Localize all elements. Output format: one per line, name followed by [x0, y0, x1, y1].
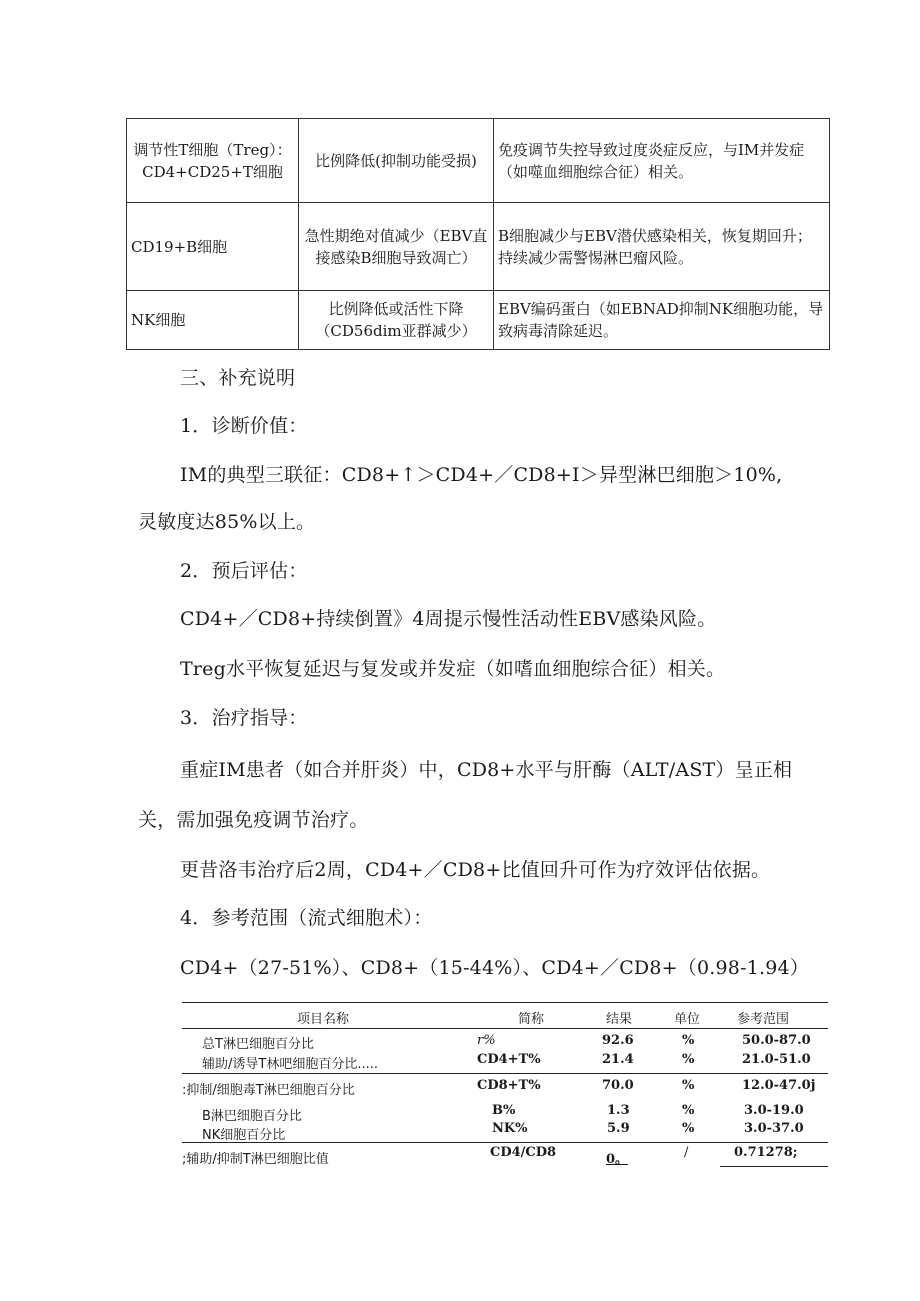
reference-heading: 4．参考范围（流式细胞术）：: [180, 907, 433, 929]
row-name: B淋巴细胞百分比: [202, 1109, 302, 1124]
row-unit: %: [682, 1033, 695, 1048]
treatment-text-2: 更昔洛韦治疗后2周，CD4+／CD8+比值回升可作为疗效评估依据。: [180, 859, 771, 881]
row-range: 3.0-19.0: [744, 1103, 804, 1118]
row-range: 0.71278;: [734, 1145, 798, 1160]
cell-significance: 免疫调节失控导致过度炎症反应，与IM并发症（如噬血细胞综合征）相关。: [494, 119, 830, 203]
row-unit: %: [682, 1103, 695, 1118]
prognosis-text-1: CD4+／CD8+持续倒置》4周提示慢性活动性EBV感染风险。: [180, 608, 717, 630]
row-abbr: CD4+T%: [477, 1052, 541, 1067]
lab-result-table: [182, 1002, 828, 1167]
reference-text: CD4+（27-51%）、CD8+（15-44%）、CD4+／CD8+（0.98-1.94）: [180, 957, 810, 979]
row-abbr: r%: [477, 1033, 496, 1048]
table-row: [127, 291, 830, 350]
row-abbr: NK%: [492, 1121, 528, 1136]
row-result: 0。: [606, 1152, 629, 1167]
cell-change: 比例降低(抑制功能受损): [299, 119, 494, 203]
diagnosis-text-cont: 灵敏度达85%以上。: [138, 511, 316, 533]
table-row: [127, 119, 830, 203]
row-result: 92.6: [602, 1033, 634, 1048]
row-result: 1.3: [607, 1103, 630, 1118]
header-result: 结果: [606, 1012, 633, 1027]
row-result: 21.4: [602, 1052, 634, 1067]
header-abbr: 简称: [518, 1012, 545, 1027]
row-unit: %: [682, 1121, 695, 1136]
cell-name: 调节性T细胞（Treg）：CD4+CD25+T细胞: [127, 119, 299, 203]
row-range: 50.0-87.0: [742, 1033, 811, 1048]
diagnosis-text: IM的典型三联征：CD8+↑＞CD4+／CD8+I＞异型淋巴细胞＞10%,: [180, 464, 783, 486]
row-name: 辅助/诱导T林吧细胞百分比.....: [202, 1057, 378, 1072]
cell-change: 急性期绝对值减少（EBV直接感染B细胞导致凋亡）: [299, 203, 494, 291]
row-unit: %: [682, 1052, 695, 1067]
cell-name: NK细胞: [127, 291, 299, 350]
row-result: 5.9: [607, 1121, 630, 1136]
row-unit: %: [682, 1078, 695, 1093]
row-name: ;辅助/抑制T淋巴细胞比值: [182, 1152, 329, 1167]
section-title: 三、补充说明: [180, 367, 296, 389]
prognosis-text-2: Treg水平恢复延迟与复发或并发症（如嗜血细胞综合征）相关。: [180, 658, 726, 680]
treatment-heading: 3．治疗指导：: [180, 707, 308, 729]
row-range: 3.0-37.0: [744, 1121, 804, 1136]
header-range: 参考范围: [737, 1012, 790, 1027]
row-abbr: B%: [492, 1103, 516, 1118]
prognosis-heading: 2．预后评估：: [180, 560, 308, 582]
treatment-text-1-cont: 关，需加强免疫调节治疗。: [138, 809, 369, 831]
header-unit: 单位: [674, 1012, 701, 1027]
table-row: [127, 203, 830, 291]
cell-change: 比例降低或活性下降（CD56dim亚群减少）: [299, 291, 494, 350]
row-range: 12.0-47.0j: [742, 1078, 816, 1093]
treatment-text-1: 重症IM患者（如合并肝炎）中，CD8+水平与肝酶（ALT/AST）呈正相: [180, 759, 793, 781]
row-name: :抑制/细胞毒T淋巴细胞百分比: [182, 1083, 355, 1098]
cell-name: CD19+B细胞: [127, 203, 299, 291]
cell-significance: B细胞减少与EBV潜伏感染相关，恢复期回升；持续减少需警惕淋巴瘤风险。: [494, 203, 830, 291]
row-abbr: CD4/CD8: [490, 1145, 557, 1160]
row-name: 总T淋巴细胞百分比: [202, 1037, 314, 1052]
cell-subset-table: [126, 118, 830, 350]
row-result: 70.0: [602, 1078, 634, 1093]
cell-significance: EBV编码蛋白（如EBNAD抑制NK细胞功能，导致病毒清除延迟。: [494, 291, 830, 350]
row-range: 21.0-51.0: [742, 1052, 811, 1067]
row-abbr: CD8+T%: [477, 1078, 541, 1093]
row-unit: /: [684, 1145, 689, 1160]
row-name: NK细胞百分比: [202, 1128, 286, 1143]
header-name: 项目名称: [297, 1012, 350, 1027]
diagnosis-heading: 1．诊断价值：: [180, 415, 308, 437]
